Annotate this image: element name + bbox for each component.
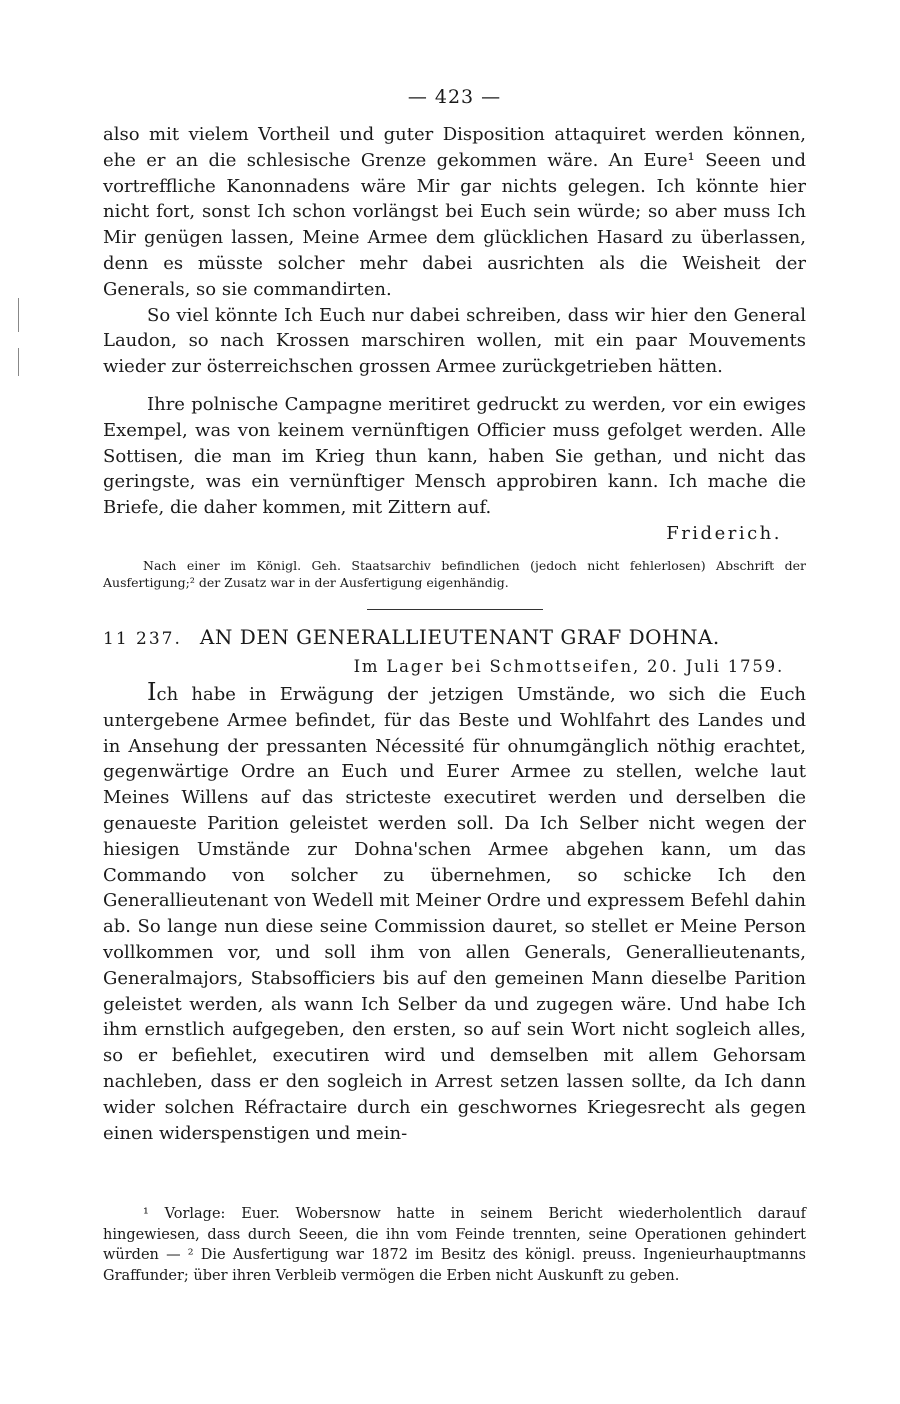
- letter-title: AN DEN GENERALLIEUTENANT GRAF DOHNA.: [199, 624, 720, 649]
- document-page: [103, 86, 806, 1146]
- letter-heading: [103, 622, 806, 654]
- source-note: Nach einer im Königl. Geh. Staatsarchiv befindlichen (jedoch nicht fehlerlosen) Abschrift der Ausfertigung;² der Zusatz war in der Ausfertigung eigenhändig.: [103, 557, 806, 590]
- letter-paragraph: Ihre polnische Campagne meritiret gedruckt zu werden, vor ein ewiges Exempel, was von keinem vernünftigen Officier muss gefolget werden. Alle Sottisen, die man im Krieg thun kann, haben Sie gethan, und nicht das geringste, was ein vernünftiger Mensch approbiren kann. Ich mache die Briefe, die daher kommen, mit Zittern auf.: [103, 393, 806, 519]
- place-date: Im Lager bei Schmottseifen, 20. Juli 1759.: [353, 656, 784, 676]
- letter-continuation: [103, 122, 806, 591]
- margin-mark: [18, 348, 19, 376]
- signature: Friderich.: [666, 522, 782, 544]
- letter-paragraph: So viel könnte Ich Euch nur dabei schreiben, dass wir hier den General Laudon, so nach Krossen marschiren wollen, mit ein paar Mouvements wieder zur österreichschen grossen Armee zurückgetrieben hätten.: [103, 304, 806, 378]
- page-number: — 423 —: [407, 86, 502, 108]
- margin-marks: [18, 298, 20, 392]
- letter-paragraph: also mit vielem Vortheil und guter Disposition attaquiret werden können, ehe er an die schlesische Grenze gekommen wäre. An Eure¹ Seeen und vortreffliche Kanonnadens wäre Mir gar nichts gelegen. Ich könnte hier nicht fort, sonst Ich schon vorlängst bei Euch sein würde; so aber muss Ich Mir genügen lassen, Meine Armee dem glücklichen Hasard zu überlassen, denn es müsste solcher mehr dabei ausrichten als die Weisheit der Generals, so sie commandirten.: [103, 124, 806, 300]
- footnote-text: ¹ Vorlage: Euer. Wobersnow hatte in seinem Bericht wiederholentlich darauf hingewiesen, dass durch Seeen, die ihn vom Feinde trennten, seine Operationen gehindert würden — ² Die Ausfertigung war 1872 im Besitz des königl. preuss. Ingenieurhauptmanns Graffunder; über ihren Verbleib vermögen die Erben nicht Auskunft zu geben.: [103, 1206, 806, 1284]
- letter-body: Ich habe in Erwägung der jetzigen Umstände, wo sich die Euch untergebene Armee befindet, für das Beste und Wohlfahrt des Landes und in Ansehung der pressanten Nécessité für ohnumgänglich nöthig erachtet, gegenwärtige Ordre an Euch und Eurer Armee zu stellen, welche laut Meines Willens auf das stricteste executiret werden und derselben die genaueste Parition geleistet werden soll. Da Ich Selber nicht wegen der hiesigen Umstände zur Dohna'schen Armee abgehen kann, um das Commando von solcher zu übernehmen, so schicke Ich den Generallieutenant von Wedell mit Meiner Ordre und expressem Befehl dahin ab. So lange nun diese seine Commission dauret, so stellet er Meine Person vollkommen vor, und soll ihm von allen Generals, Generallieutenants, Generalmajors, Stabsofficiers bis auf den gemeinen Mann dieselbe Parition geleistet werden, als wann Ich Selber da und zugegen wäre. Und habe Ich ihm ernstlich aufgegeben, den ersten, so auf sein Wort nicht sogleich alles, so er befiehlet, executiren wird und demselben mit allem Gehorsam nachleben, dass er den sogleich in Arrest setzen lassen sollte, da Ich dann wider solchen Réfractaire durch ein geschwornes Kriegesrecht als gegen einen widerspenstigen und mein-: [103, 677, 806, 1144]
- margin-mark: [18, 298, 19, 332]
- section-divider: [367, 609, 543, 610]
- letter-number: 11 237.: [103, 628, 182, 649]
- letter-11237: [103, 622, 806, 1146]
- footnotes: [103, 1204, 806, 1286]
